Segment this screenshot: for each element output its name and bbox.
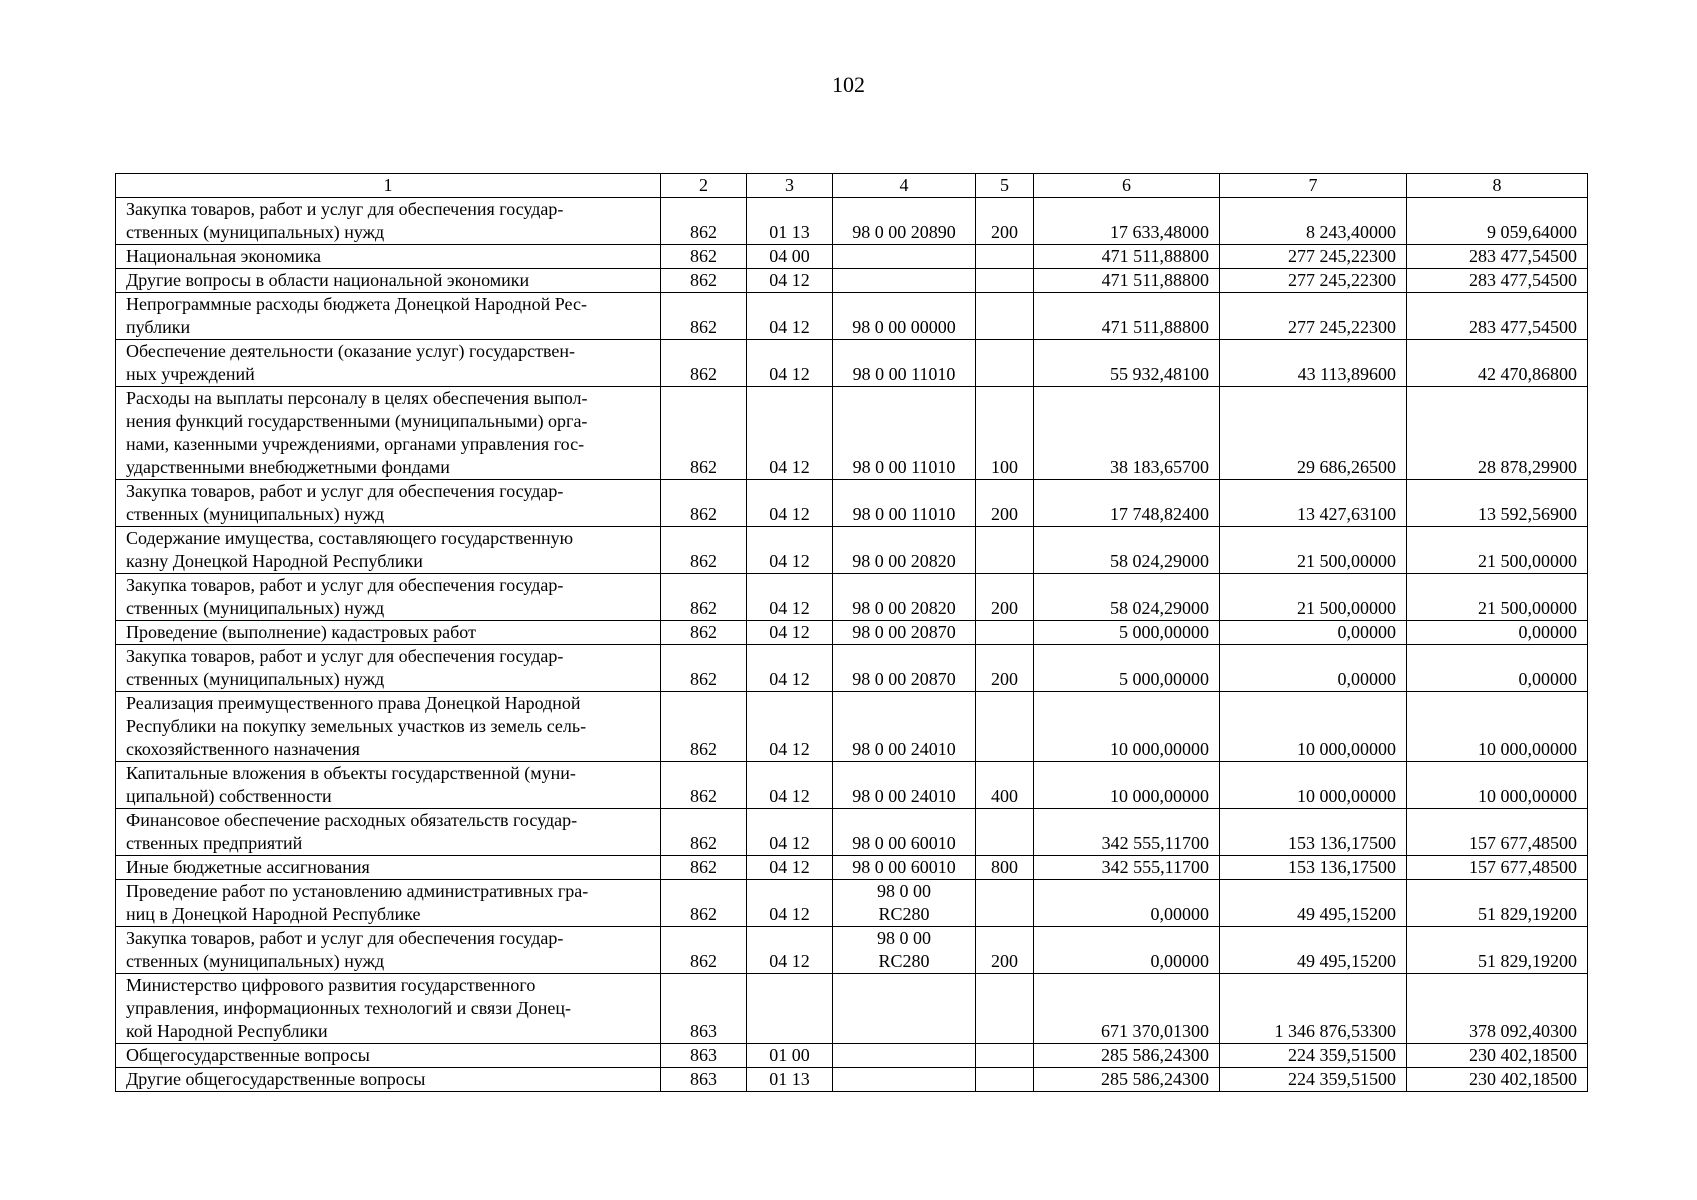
table-row [116, 856, 1588, 880]
expense-type-cell [976, 809, 1034, 856]
row-name-cell: Финансовое обеспечение расходных обязательств государ- ственных предприятий [116, 809, 661, 856]
chapter-code-cell: 862 [661, 927, 747, 974]
chapter-code-cell: 862 [661, 293, 747, 340]
row-name-cell: Реализация преимущественного права Донецкой Народной Республики на покупку земельных участков из земель сель- скохозяйственного назначения [116, 692, 661, 762]
target-article-cell: 98 0 00 24010 [833, 692, 976, 762]
table-row [116, 269, 1588, 293]
target-article-cell: 98 0 00 20870 [833, 645, 976, 692]
amount-col7-cell: 49 495,15200 [1220, 880, 1407, 927]
table-row [116, 974, 1588, 1044]
table-row [116, 340, 1588, 387]
section-code-cell: 04 12 [747, 527, 833, 574]
table-row [116, 245, 1588, 269]
amount-col8-cell: 10 000,00000 [1407, 762, 1588, 809]
amount-col6-cell: 5 000,00000 [1034, 645, 1220, 692]
amount-col6-cell: 17 633,48000 [1034, 198, 1220, 245]
row-name-cell: Министерство цифрового развития государственного управления, информационных технологий и связи Донец- кой Народной Республики [116, 974, 661, 1044]
expense-type-cell [976, 974, 1034, 1044]
amount-col7-cell: 277 245,22300 [1220, 293, 1407, 340]
expense-type-cell: 200 [976, 927, 1034, 974]
section-code-cell: 04 12 [747, 387, 833, 480]
amount-col8-cell: 51 829,19200 [1407, 880, 1588, 927]
chapter-code-cell: 862 [661, 245, 747, 269]
expense-type-cell [976, 1044, 1034, 1068]
section-code-cell: 04 00 [747, 245, 833, 269]
chapter-code-cell: 862 [661, 527, 747, 574]
amount-col7-cell: 0,00000 [1220, 645, 1407, 692]
target-article-cell: 98 0 00 11010 [833, 480, 976, 527]
amount-col6-cell: 471 511,88800 [1034, 293, 1220, 340]
chapter-code-cell: 862 [661, 762, 747, 809]
chapter-code-cell: 862 [661, 692, 747, 762]
row-name-cell: Расходы на выплаты персоналу в целях обеспечения выпол- нения функций государственными (муниципальными) орга- нами, казенными учреждениями, органами управления гос- ударственными внебюджетными фондами [116, 387, 661, 480]
amount-col8-cell: 21 500,00000 [1407, 574, 1588, 621]
header-cell: 4 [833, 174, 976, 198]
chapter-code-cell: 862 [661, 856, 747, 880]
amount-col6-cell: 0,00000 [1034, 880, 1220, 927]
table-row [116, 762, 1588, 809]
target-article-cell [833, 1068, 976, 1092]
table-row [116, 621, 1588, 645]
amount-col8-cell: 21 500,00000 [1407, 527, 1588, 574]
row-name-cell: Проведение (выполнение) кадастровых работ [116, 621, 661, 645]
chapter-code-cell: 862 [661, 809, 747, 856]
table-row [116, 198, 1588, 245]
row-name-cell: Обеспечение деятельности (оказание услуг) государствен- ных учреждений [116, 340, 661, 387]
target-article-cell: 98 0 00 11010 [833, 340, 976, 387]
amount-col8-cell: 9 059,64000 [1407, 198, 1588, 245]
expense-type-cell: 200 [976, 645, 1034, 692]
chapter-code-cell: 863 [661, 1044, 747, 1068]
row-name-cell: Капитальные вложения в объекты государственной (муни- ципальной) собственности [116, 762, 661, 809]
amount-col8-cell: 13 592,56900 [1407, 480, 1588, 527]
amount-col6-cell: 10 000,00000 [1034, 692, 1220, 762]
amount-col6-cell: 0,00000 [1034, 927, 1220, 974]
amount-col7-cell: 49 495,15200 [1220, 927, 1407, 974]
section-code-cell: 01 13 [747, 1068, 833, 1092]
expense-type-cell [976, 245, 1034, 269]
section-code-cell: 01 00 [747, 1044, 833, 1068]
table-row [116, 387, 1588, 480]
amount-col6-cell: 671 370,01300 [1034, 974, 1220, 1044]
section-code-cell: 04 12 [747, 856, 833, 880]
row-name-cell: Другие вопросы в области национальной экономики [116, 269, 661, 293]
amount-col8-cell: 157 677,48500 [1407, 856, 1588, 880]
amount-col8-cell: 10 000,00000 [1407, 692, 1588, 762]
amount-col6-cell: 58 024,29000 [1034, 574, 1220, 621]
section-code-cell: 04 12 [747, 269, 833, 293]
section-code-cell: 04 12 [747, 645, 833, 692]
amount-col7-cell: 10 000,00000 [1220, 762, 1407, 809]
table-row [116, 1068, 1588, 1092]
amount-col6-cell: 471 511,88800 [1034, 269, 1220, 293]
expense-type-cell: 400 [976, 762, 1034, 809]
expense-type-cell: 200 [976, 480, 1034, 527]
target-article-cell [833, 245, 976, 269]
amount-col8-cell: 51 829,19200 [1407, 927, 1588, 974]
table-body [116, 198, 1588, 1092]
section-code-cell: 01 13 [747, 198, 833, 245]
amount-col8-cell: 42 470,86800 [1407, 340, 1588, 387]
target-article-cell: 98 0 00 11010 [833, 387, 976, 480]
expense-type-cell: 200 [976, 574, 1034, 621]
section-code-cell: 04 12 [747, 809, 833, 856]
expense-type-cell [976, 340, 1034, 387]
row-name-cell: Закупка товаров, работ и услуг для обеспечения государ- ственных (муниципальных) нужд [116, 480, 661, 527]
header-cell: 8 [1407, 174, 1588, 198]
section-code-cell [747, 974, 833, 1044]
section-code-cell: 04 12 [747, 762, 833, 809]
amount-col7-cell: 21 500,00000 [1220, 574, 1407, 621]
header-cell: 7 [1220, 174, 1407, 198]
amount-col8-cell: 283 477,54500 [1407, 293, 1588, 340]
amount-col8-cell: 0,00000 [1407, 621, 1588, 645]
table-row [116, 645, 1588, 692]
section-code-cell: 04 12 [747, 293, 833, 340]
table-row [116, 927, 1588, 974]
section-code-cell: 04 12 [747, 480, 833, 527]
chapter-code-cell: 862 [661, 198, 747, 245]
row-name-cell: Иные бюджетные ассигнования [116, 856, 661, 880]
table-row [116, 692, 1588, 762]
amount-col7-cell: 153 136,17500 [1220, 856, 1407, 880]
amount-col6-cell: 5 000,00000 [1034, 621, 1220, 645]
target-article-cell: 98 0 00 24010 [833, 762, 976, 809]
target-article-cell: 98 0 00 60010 [833, 856, 976, 880]
amount-col7-cell: 224 359,51500 [1220, 1044, 1407, 1068]
chapter-code-cell: 862 [661, 880, 747, 927]
expense-type-cell [976, 527, 1034, 574]
amount-col8-cell: 230 402,18500 [1407, 1044, 1588, 1068]
header-cell: 1 [116, 174, 661, 198]
amount-col8-cell: 230 402,18500 [1407, 1068, 1588, 1092]
expense-type-cell [976, 880, 1034, 927]
target-article-cell [833, 974, 976, 1044]
expense-type-cell [976, 269, 1034, 293]
amount-col6-cell: 285 586,24300 [1034, 1044, 1220, 1068]
chapter-code-cell: 862 [661, 645, 747, 692]
amount-col6-cell: 38 183,65700 [1034, 387, 1220, 480]
amount-col6-cell: 55 932,48100 [1034, 340, 1220, 387]
amount-col7-cell: 0,00000 [1220, 621, 1407, 645]
page-number: 102 [832, 72, 865, 97]
amount-col8-cell: 378 092,40300 [1407, 974, 1588, 1044]
amount-col7-cell: 29 686,26500 [1220, 387, 1407, 480]
expense-type-cell [976, 692, 1034, 762]
amount-col6-cell: 285 586,24300 [1034, 1068, 1220, 1092]
target-article-cell: 98 0 00 RC280 [833, 927, 976, 974]
chapter-code-cell: 863 [661, 1068, 747, 1092]
table-row [116, 809, 1588, 856]
expense-type-cell [976, 293, 1034, 340]
header-cell: 5 [976, 174, 1034, 198]
table-row [116, 527, 1588, 574]
amount-col6-cell: 342 555,11700 [1034, 856, 1220, 880]
chapter-code-cell: 863 [661, 974, 747, 1044]
target-article-cell [833, 269, 976, 293]
amount-col6-cell: 342 555,11700 [1034, 809, 1220, 856]
budget-table [115, 173, 1588, 1092]
amount-col7-cell: 21 500,00000 [1220, 527, 1407, 574]
section-code-cell: 04 12 [747, 692, 833, 762]
amount-col6-cell: 58 024,29000 [1034, 527, 1220, 574]
expense-type-cell: 200 [976, 198, 1034, 245]
section-code-cell: 04 12 [747, 880, 833, 927]
amount-col8-cell: 28 878,29900 [1407, 387, 1588, 480]
row-name-cell: Национальная экономика [116, 245, 661, 269]
target-article-cell: 98 0 00 20890 [833, 198, 976, 245]
target-article-cell: 98 0 00 20820 [833, 574, 976, 621]
row-name-cell: Общегосударственные вопросы [116, 1044, 661, 1068]
header-cell: 6 [1034, 174, 1220, 198]
amount-col6-cell: 17 748,82400 [1034, 480, 1220, 527]
table-row [116, 574, 1588, 621]
row-name-cell: Закупка товаров, работ и услуг для обеспечения государ- ственных (муниципальных) нужд [116, 927, 661, 974]
table-row [116, 880, 1588, 927]
section-code-cell: 04 12 [747, 340, 833, 387]
amount-col8-cell: 283 477,54500 [1407, 269, 1588, 293]
expense-type-cell: 800 [976, 856, 1034, 880]
chapter-code-cell: 862 [661, 574, 747, 621]
chapter-code-cell: 862 [661, 387, 747, 480]
row-name-cell: Закупка товаров, работ и услуг для обеспечения государ- ственных (муниципальных) нужд [116, 645, 661, 692]
section-code-cell: 04 12 [747, 574, 833, 621]
chapter-code-cell: 862 [661, 340, 747, 387]
target-article-cell: 98 0 00 20870 [833, 621, 976, 645]
chapter-code-cell: 862 [661, 621, 747, 645]
header-cell: 2 [661, 174, 747, 198]
row-name-cell: Закупка товаров, работ и услуг для обеспечения государ- ственных (муниципальных) нужд [116, 574, 661, 621]
table-row [116, 1044, 1588, 1068]
expense-type-cell [976, 621, 1034, 645]
table-row [116, 480, 1588, 527]
section-code-cell: 04 12 [747, 927, 833, 974]
amount-col7-cell: 8 243,40000 [1220, 198, 1407, 245]
amount-col8-cell: 0,00000 [1407, 645, 1588, 692]
amount-col6-cell: 471 511,88800 [1034, 245, 1220, 269]
amount-col7-cell: 43 113,89600 [1220, 340, 1407, 387]
chapter-code-cell: 862 [661, 269, 747, 293]
target-article-cell: 98 0 00 20820 [833, 527, 976, 574]
amount-col7-cell: 13 427,63100 [1220, 480, 1407, 527]
table-row [116, 293, 1588, 340]
amount-col7-cell: 10 000,00000 [1220, 692, 1407, 762]
header-cell: 3 [747, 174, 833, 198]
amount-col7-cell: 277 245,22300 [1220, 269, 1407, 293]
row-name-cell: Содержание имущества, составляющего государственную казну Донецкой Народной Республики [116, 527, 661, 574]
chapter-code-cell: 862 [661, 480, 747, 527]
expense-type-cell: 100 [976, 387, 1034, 480]
row-name-cell: Другие общегосударственные вопросы [116, 1068, 661, 1092]
amount-col7-cell: 1 346 876,53300 [1220, 974, 1407, 1044]
target-article-cell: 98 0 00 60010 [833, 809, 976, 856]
target-article-cell: 98 0 00 RC280 [833, 880, 976, 927]
table-header-row [116, 174, 1588, 198]
amount-col8-cell: 157 677,48500 [1407, 809, 1588, 856]
row-name-cell: Непрограммные расходы бюджета Донецкой Народной Рес- публики [116, 293, 661, 340]
row-name-cell: Проведение работ по установлению административных гра- ниц в Донецкой Народной Республике [116, 880, 661, 927]
amount-col6-cell: 10 000,00000 [1034, 762, 1220, 809]
target-article-cell: 98 0 00 00000 [833, 293, 976, 340]
amount-col7-cell: 224 359,51500 [1220, 1068, 1407, 1092]
amount-col7-cell: 277 245,22300 [1220, 245, 1407, 269]
amount-col8-cell: 283 477,54500 [1407, 245, 1588, 269]
section-code-cell: 04 12 [747, 621, 833, 645]
row-name-cell: Закупка товаров, работ и услуг для обеспечения государ- ственных (муниципальных) нужд [116, 198, 661, 245]
target-article-cell [833, 1044, 976, 1068]
amount-col7-cell: 153 136,17500 [1220, 809, 1407, 856]
expense-type-cell [976, 1068, 1034, 1092]
